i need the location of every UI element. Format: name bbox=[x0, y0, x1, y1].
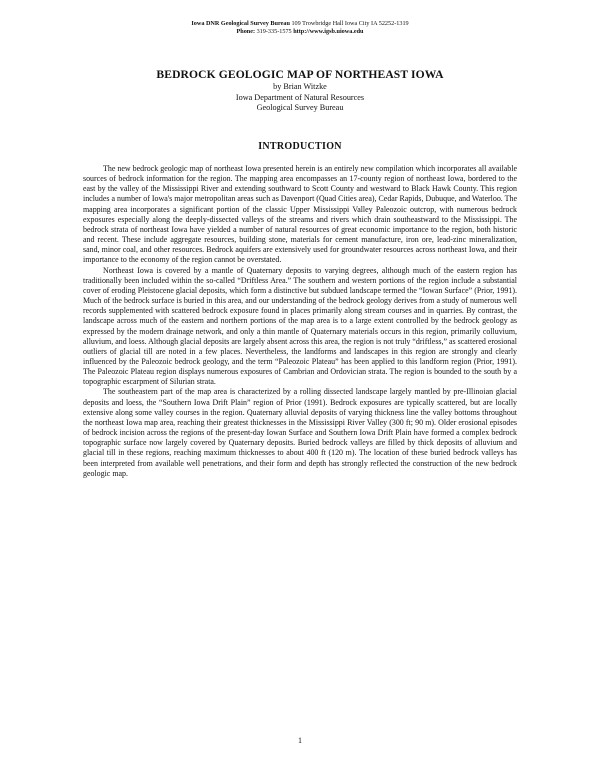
author: by Brian Witzke bbox=[273, 82, 327, 91]
header-address: 109 Trowbridge Hall Iowa City IA 52252-1319 bbox=[289, 20, 409, 27]
paragraph-2: Northeast Iowa is covered by a mantle of Quaternary deposits to varying degrees, although much of the eastern region has traditionally been included within the so-called “Driftless Area.” The southern and western portions of the region include a substantial cover of eroding Pleistocene glacial deposits, which form a distinctive but subdued landscape termed the “Iowan Surface” (Prior, 1991). Much of the bedrock surface is buried in this area, and our understanding of the bedrock geology derives from a study of numerous well records supplemented with scattered bedrock exposure found in places primarily along stream courses and in quarries. By contrast, the landscape across much of the eastern and northern portions of the map area is to a large extent controlled by the bedrock geology as expressed by the modern drainage network, and only a thin mantle of Quaternary materials occurs in this region, primarily colluvium, alluvium, and loess. Although glacial deposits are largely absent across this area, the region is not truly “driftless,” as scattered erosional outliers of glacial till are noted in a few places. Nevertheless, the landforms and landscapes in this region are strongly and clearly influenced by the Paleozoic bedrock geology, and the term “Paleozoic Plateau” has been applied to this landform region (Prior, 1991). The Paleozoic Plateau region displays numerous exposures of Cambrian and Ordovician strata. The region is bounded to the south by a topographic escarpment of Silurian strata. bbox=[83, 265, 517, 387]
page-number: 1 bbox=[298, 736, 302, 745]
header-url: http://www.igsb.uiowa.edu bbox=[293, 28, 364, 35]
byline bbox=[0, 82, 600, 114]
header-phone: 319-335-1575 bbox=[255, 28, 294, 35]
body-text bbox=[83, 164, 517, 479]
header-contact-line bbox=[0, 28, 600, 36]
paragraph-1: The new bedrock geologic map of northeast Iowa presented herein is an entirely new compilation which incorporates all available sources of bedrock information for the region. The mapping area encompasses an 17-county region of northeast Iowa, bordered to the east by the valley of the Mississippi River and extending southward to Scott County and westward to Black Hawk County. This region includes a number of Iowa's major metropolitan areas such as Davenport (Quad Cities area), Cedar Rapids, Dubuque, and Waterloo. The mapping area incorporates a significant portion of the classic Upper Mississippi Valley Paleozoic outcrop, with numerous bedrock exposures especially along the deeply-dissected valleys of the streams and rivers which drain southeastward to the Mississippi. The bedrock strata of northeast Iowa have yielded a number of natural resources of great economic importance to the region, both historic and recent. These include aggregate resources, building stone, materials for cement manufacture, iron ore, lead-zinc mineralization, sand, minor coal, and other resources. Bedrock aquifers are extensively used for groundwater resources across northeast Iowa, and their importance to the economy of the region cannot be overstated. bbox=[83, 164, 517, 265]
header-org: Iowa DNR Geological Survey Bureau bbox=[191, 20, 290, 27]
page-header bbox=[0, 20, 600, 36]
section-heading: INTRODUCTION bbox=[258, 141, 342, 152]
affiliation-department: Iowa Department of Natural Resources bbox=[235, 92, 365, 102]
header-phone-label: Phone: bbox=[236, 28, 256, 35]
header-address-line bbox=[0, 20, 600, 28]
paragraph-3: The southeastern part of the map area is characterized by a rolling dissected landscape largely mantled by pre-Illinoian glacial deposits and loess, the “Southern Iowa Drift Plain” region of Prior (1991). Bedrock exposures are typically scattered, but are locally extensive along some valley courses in the region. Quaternary alluvial deposits of varying thickness line the valley bottoms throughout the northeast Iowa map area, reaching their greatest thicknesses in the Mississippi River Valley (300 ft; 90 m). Older erosional episodes of bedrock incision across the regions of the present-day Iowan Surface and Southern Iowa Drift Plain have formed a complex bedrock topographic surface now largely covered by Quaternary deposits. Buried bedrock valleys are filled by thick deposits of alluvium and glacial till in these regions, reaching maximum thicknesses to about 400 ft (120 m). The location of these buried bedrock valleys has been interpreted from available well penetrations, and their form and depth has strongly reflected the construction of the new bedrock geologic map. bbox=[83, 387, 517, 478]
document-title: BEDROCK GEOLOGIC MAP OF NORTHEAST IOWA bbox=[156, 68, 444, 81]
affiliation-bureau: Geological Survey Bureau bbox=[256, 103, 344, 113]
